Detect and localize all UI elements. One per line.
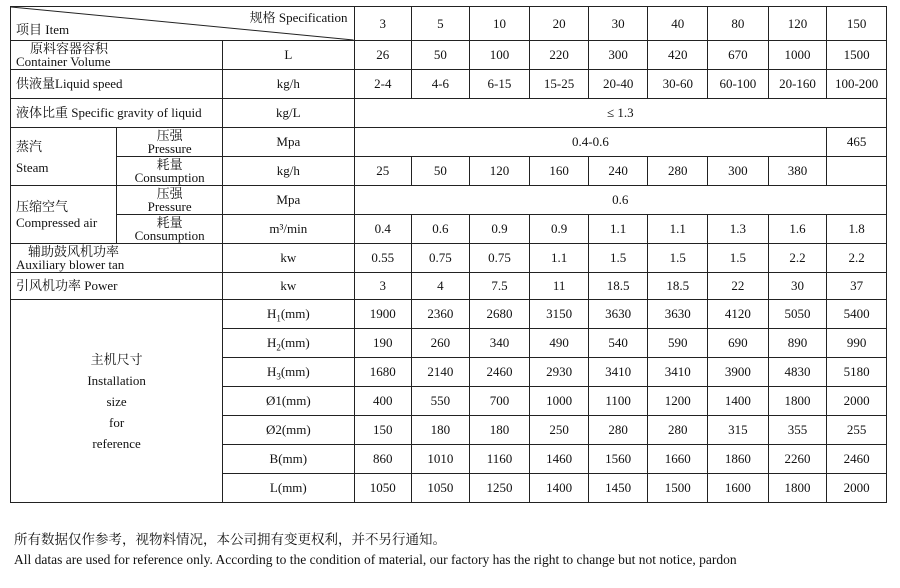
- installation-section: [11, 300, 887, 503]
- table-cell: 190: [354, 329, 412, 358]
- table-cell: 3630: [648, 300, 708, 329]
- table-cell: 4120: [708, 300, 769, 329]
- table-cell: 1460: [530, 445, 589, 474]
- table-cell: 0.75: [469, 244, 530, 273]
- table-cell: 1680: [354, 358, 412, 387]
- fan-unit: kw: [223, 273, 354, 300]
- table-cell: 2.2: [827, 244, 887, 273]
- table-cell: 1450: [588, 474, 648, 503]
- table-cell: 3150: [530, 300, 589, 329]
- install-unit-main: H: [266, 335, 277, 350]
- table-cell: 0.6: [412, 215, 470, 244]
- installation-label: [11, 300, 223, 503]
- install-unit-sub: 1: [276, 313, 281, 324]
- install-unit: [223, 387, 354, 416]
- gravity-unit: kg/L: [223, 99, 354, 128]
- install-unit-tail: (mm): [280, 364, 310, 379]
- install-unit-main: H: [266, 364, 277, 379]
- header-diagonal-cell: [11, 7, 355, 41]
- table-cell: 2000: [827, 474, 887, 503]
- table-cell: 1250: [469, 474, 530, 503]
- table-cell: 7.5: [469, 273, 530, 300]
- installation-label-line: reference: [92, 435, 141, 451]
- install-unit: [223, 358, 354, 387]
- table-cell: 3: [354, 273, 412, 300]
- install-unit-sub: 3: [276, 371, 281, 382]
- table-cell: 1500: [648, 474, 708, 503]
- table-cell: 22: [708, 273, 769, 300]
- spec-table: [10, 6, 887, 503]
- steam-pressure-label: 压强 Pressure: [117, 128, 223, 157]
- table-cell: 0.9: [530, 215, 589, 244]
- aux-label: 辅助鼓风机功率 Auxiliary blower tan: [11, 244, 223, 273]
- install-unit-main: Ø1(mm): [265, 393, 311, 408]
- air-consumption-row: [11, 215, 887, 244]
- table-cell: 2460: [827, 445, 887, 474]
- table-cell: 1.1: [588, 215, 648, 244]
- table-cell: 420: [648, 41, 708, 70]
- table-cell: 30: [768, 273, 827, 300]
- table-cell: 2140: [412, 358, 470, 387]
- table-cell: 3410: [648, 358, 708, 387]
- table-cell: 990: [827, 329, 887, 358]
- installation-label-line: for: [108, 414, 125, 430]
- table-cell: 280: [648, 416, 708, 445]
- install-unit-tail: (mm): [280, 306, 310, 321]
- table-cell: 60-100: [708, 70, 769, 99]
- table-cell: 1900: [354, 300, 412, 329]
- table-cell: 590: [648, 329, 708, 358]
- table-cell: 1.1: [530, 244, 589, 273]
- install-unit: [223, 445, 354, 474]
- table-cell: 2-4: [354, 70, 412, 99]
- aux-row: [11, 244, 887, 273]
- table-cell: 15-25: [530, 70, 589, 99]
- steam-consumption-unit: kg/h: [223, 157, 354, 186]
- table-cell: 380: [768, 157, 827, 186]
- install-unit: [223, 416, 354, 445]
- table-cell: 4-6: [412, 70, 470, 99]
- table-cell: 1600: [708, 474, 769, 503]
- table-cell: 260: [412, 329, 470, 358]
- install-row: [11, 300, 887, 329]
- table-cell: 0.4: [354, 215, 412, 244]
- table-cell: 690: [708, 329, 769, 358]
- air-pressure-value: 0.6: [354, 186, 886, 215]
- table-cell: 1400: [708, 387, 769, 416]
- table-cell: 1200: [648, 387, 708, 416]
- table-cell: 3900: [708, 358, 769, 387]
- install-unit-main: B(mm): [269, 451, 308, 466]
- liquid-unit: kg/h: [223, 70, 354, 99]
- table-cell: 2260: [768, 445, 827, 474]
- table-cell: 100-200: [827, 70, 887, 99]
- item-header: 项目 Item: [16, 22, 70, 37]
- install-unit-main: Ø2(mm): [265, 422, 311, 437]
- table-cell: 1660: [648, 445, 708, 474]
- liquid-label: 供液量Liquid speed: [11, 70, 223, 99]
- table-cell: 3410: [588, 358, 648, 387]
- air-label: 压缩空气 Compressed air: [11, 186, 117, 244]
- table-cell: 700: [469, 387, 530, 416]
- table-cell: 315: [708, 416, 769, 445]
- install-unit-main: H: [266, 306, 277, 321]
- fan-row: [11, 273, 887, 300]
- air-consumption-label: 耗量 Consumption: [117, 215, 223, 244]
- header-row: [11, 7, 887, 41]
- size-10: 10: [469, 7, 530, 41]
- footer-note-cn: 所有数据仅作参考，视物料情况，本公司拥有变更权利，并不另行通知。: [14, 532, 446, 547]
- install-unit: [223, 300, 354, 329]
- table-cell: 220: [530, 41, 589, 70]
- table-cell: 120: [469, 157, 530, 186]
- table-cell: 18.5: [588, 273, 648, 300]
- table-cell: 1050: [412, 474, 470, 503]
- table-cell: 18.5: [648, 273, 708, 300]
- table-cell: 1.5: [588, 244, 648, 273]
- table-cell: 280: [648, 157, 708, 186]
- steam-pressure-unit: Mpa: [223, 128, 354, 157]
- table-cell: 1.5: [708, 244, 769, 273]
- install-unit: [223, 474, 354, 503]
- liquid-row: [11, 70, 887, 99]
- footer-note-en: All datas are used for reference only. According to the condition of material, our factory has the right to change but not notice, pardon: [14, 552, 737, 567]
- installation-label-line: size: [106, 393, 127, 409]
- table-cell: 6-15: [469, 70, 530, 99]
- table-cell: 5180: [827, 358, 887, 387]
- size-40: 40: [648, 7, 708, 41]
- table-cell: 5400: [827, 300, 887, 329]
- table-cell: 100: [469, 41, 530, 70]
- table-cell: 2360: [412, 300, 470, 329]
- table-cell: 2000: [827, 387, 887, 416]
- size-120: 120: [768, 7, 827, 41]
- spec-header: 规格 Specification: [249, 10, 348, 25]
- steam-label: 蒸汽 Steam: [11, 128, 117, 186]
- table-cell: 1.3: [708, 215, 769, 244]
- table-cell: 180: [469, 416, 530, 445]
- steam-pressure-value: 0.4-0.6: [354, 128, 827, 157]
- container-row: [11, 41, 887, 70]
- table-cell: 30-60: [648, 70, 708, 99]
- table-cell: 20-40: [588, 70, 648, 99]
- table-cell: 255: [827, 416, 887, 445]
- steam-consumption-row: [11, 157, 887, 186]
- table-cell: 2.2: [768, 244, 827, 273]
- size-30: 30: [588, 7, 648, 41]
- table-cell: 1050: [354, 474, 412, 503]
- gravity-label: 液体比重 Specific gravity of liquid: [11, 99, 223, 128]
- table-cell: 2680: [469, 300, 530, 329]
- size-150: 150: [827, 7, 887, 41]
- table-cell: 1160: [469, 445, 530, 474]
- fan-label: 引风机功率 Power: [11, 273, 223, 300]
- table-cell: 2460: [469, 358, 530, 387]
- table-cell: 37: [827, 273, 887, 300]
- aux-unit: kw: [223, 244, 354, 273]
- air-pressure-label: 压强 Pressure: [117, 186, 223, 215]
- table-cell: 5050: [768, 300, 827, 329]
- table-cell: 355: [768, 416, 827, 445]
- installation-label-line: 主机尺寸: [90, 351, 143, 367]
- table-cell: 3630: [588, 300, 648, 329]
- table-cell: 400: [354, 387, 412, 416]
- table-cell: 1.5: [648, 244, 708, 273]
- table-cell: 4830: [768, 358, 827, 387]
- size-80: 80: [708, 7, 769, 41]
- size-3: 3: [354, 7, 412, 41]
- table-cell: 1000: [530, 387, 589, 416]
- table-cell: 0.55: [354, 244, 412, 273]
- table-cell: [827, 157, 887, 186]
- table-cell: 890: [768, 329, 827, 358]
- table-cell: 1.6: [768, 215, 827, 244]
- table-cell: 340: [469, 329, 530, 358]
- air-pressure-row: [11, 186, 887, 215]
- table-cell: 670: [708, 41, 769, 70]
- table-cell: 1500: [827, 41, 887, 70]
- table-cell: 20-160: [768, 70, 827, 99]
- installation-label-line: Installation: [87, 372, 146, 388]
- table-cell: 25: [354, 157, 412, 186]
- size-20: 20: [530, 7, 589, 41]
- table-cell: 240: [588, 157, 648, 186]
- table-cell: 11: [530, 273, 589, 300]
- size-5: 5: [412, 7, 470, 41]
- table-cell: 1010: [412, 445, 470, 474]
- table-cell: 26: [354, 41, 412, 70]
- table-cell: 180: [412, 416, 470, 445]
- table-cell: 490: [530, 329, 589, 358]
- table-cell: 1800: [768, 474, 827, 503]
- container-unit: L: [223, 41, 354, 70]
- install-unit-sub: 2: [276, 342, 281, 353]
- table-cell: 300: [708, 157, 769, 186]
- table-cell: 250: [530, 416, 589, 445]
- table-cell: 1560: [588, 445, 648, 474]
- table-cell: 150: [354, 416, 412, 445]
- table-cell: 2930: [530, 358, 589, 387]
- table-cell: 280: [588, 416, 648, 445]
- table-cell: 0.75: [412, 244, 470, 273]
- table-cell: 300: [588, 41, 648, 70]
- table-cell: 4: [412, 273, 470, 300]
- steam-consumption-label: 耗量 Consumption: [117, 157, 223, 186]
- table-cell: 540: [588, 329, 648, 358]
- table-cell: 0.9: [469, 215, 530, 244]
- table-cell: 1400: [530, 474, 589, 503]
- table-cell: 50: [412, 41, 470, 70]
- table-cell: 1000: [768, 41, 827, 70]
- steam-pressure-row: [11, 128, 887, 157]
- gravity-value: ≤ 1.3: [354, 99, 886, 128]
- steam-pressure-last: 465: [827, 128, 887, 157]
- install-unit-tail: (mm): [280, 335, 310, 350]
- table-cell: 1.8: [827, 215, 887, 244]
- install-unit-main: L(mm): [269, 480, 307, 495]
- table-cell: 1.1: [648, 215, 708, 244]
- table-cell: 50: [412, 157, 470, 186]
- table-cell: 1860: [708, 445, 769, 474]
- table-cell: 550: [412, 387, 470, 416]
- install-unit: [223, 329, 354, 358]
- table-cell: 160: [530, 157, 589, 186]
- air-consumption-unit: m³/min: [223, 215, 354, 244]
- air-pressure-unit: Mpa: [223, 186, 354, 215]
- table-cell: 1100: [588, 387, 648, 416]
- container-label: 原料容器容积 Container Volume: [11, 41, 223, 70]
- table-cell: 860: [354, 445, 412, 474]
- table-cell: 1800: [768, 387, 827, 416]
- gravity-row: [11, 99, 887, 128]
